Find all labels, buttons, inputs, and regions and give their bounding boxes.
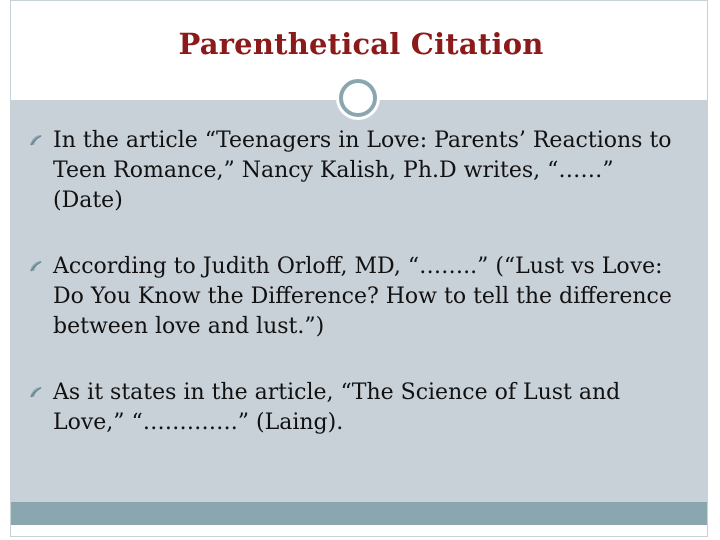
bullet-item — [45, 378, 685, 438]
bullet-item — [45, 126, 685, 216]
slide-title: Parenthetical Citation — [178, 27, 544, 61]
footer-bar — [11, 502, 707, 525]
bullet-item — [45, 252, 685, 342]
ring-ornament-icon — [339, 79, 377, 117]
bullet-list — [45, 126, 685, 474]
bullet-text: According to Judith Orloff, MD, “……..” (“Lust vs Love: Do You Know the Difference? How to tell the difference between love and lust.”) — [53, 254, 672, 339]
bullet-marker-icon — [29, 385, 43, 399]
bullet-text: In the article “Teenagers in Love: Parents’ Reactions to Teen Romance,” Nancy Kalish, Ph.D writes, “……” (Date) — [53, 128, 672, 213]
bullet-text: As it states in the article, “The Science of Lust and Love,” “………….” (Laing). — [53, 380, 621, 435]
bullet-marker-icon — [29, 259, 43, 273]
bullet-marker-icon — [29, 133, 43, 147]
